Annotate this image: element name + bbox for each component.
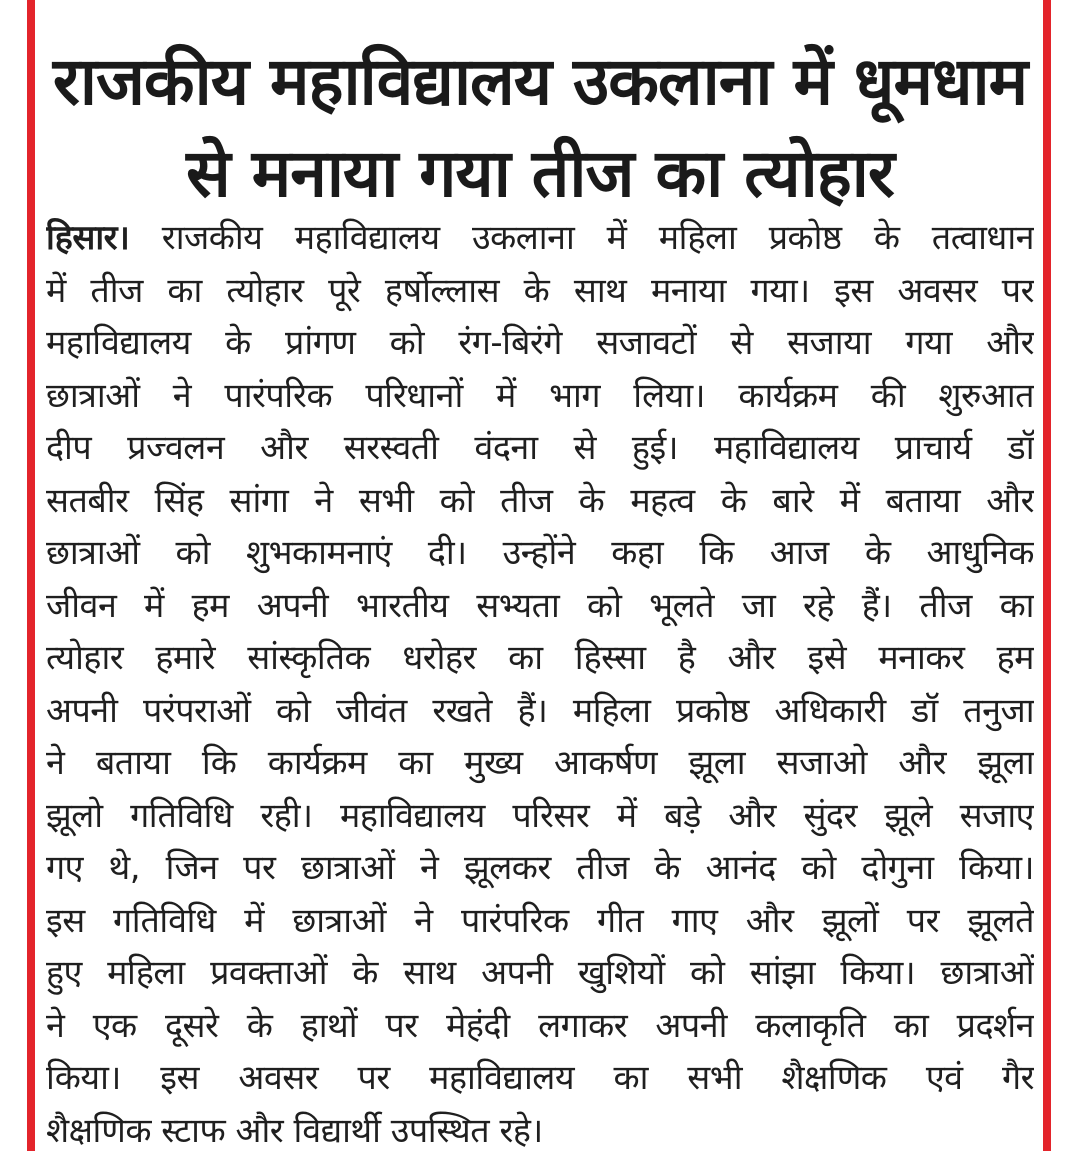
article-line: गए थे, जिन पर छात्राओं ने झूलकर तीज के आनंद को दोगुना किया। (46, 842, 1034, 895)
article-line: महाविद्यालय के प्रांगण को रंग-बिरंगे सजावटों से सजाया गया और (46, 317, 1034, 370)
article-line (46, 212, 1034, 265)
article-line: में तीज का त्योहार पूरे हर्षोल्लास के साथ मनाया गया। इस अवसर पर (46, 265, 1034, 318)
article-line: किया। इस अवसर पर महाविद्यालय का सभी शैक्षणिक एवं गैर (46, 1052, 1034, 1105)
article-line: शैक्षणिक स्टाफ और विद्यार्थी उपस्थित रहे। (46, 1105, 1034, 1157)
dateline: हिसार। (46, 218, 129, 258)
article-line: दीप प्रज्वलन और सरस्वती वंदना से हुई। महाविद्यालय प्राचार्य डॉ (46, 422, 1034, 475)
article-line: छात्राओं को शुभकामनाएं दी। उन्होंने कहा कि आज के आधुनिक (46, 527, 1034, 580)
article-line: झूलो गतिविधि रही। महाविद्यालय परिसर में बड़े और सुंदर झूले सजाए (46, 790, 1034, 843)
article-line: अपनी परंपराओं को जीवंत रखते हैं। महिला प्रकोष्ठ अधिकारी डॉ तनुजा (46, 685, 1034, 738)
left-red-border (27, 0, 35, 1151)
article-body (46, 212, 1034, 1157)
headline-line-1: राजकीय महाविद्यालय उकलाना में धूमधाम (44, 36, 1036, 128)
headline-line-2: से मनाया गया तीज का त्योहार (44, 128, 1036, 220)
article-first-line-text: राजकीय महाविद्यालय उकलाना में महिला प्रकोष्ठ के तत्वाधान (129, 218, 1034, 258)
article-line: जीवन में हम अपनी भारतीय सभ्यता को भूलते जा रहे हैं। तीज का (46, 580, 1034, 633)
article-line: ने एक दूसरे के हाथों पर मेहंदी लगाकर अपनी कलाकृति का प्रदर्शन (46, 1000, 1034, 1053)
article-line: छात्राओं ने पारंपरिक परिधानों में भाग लिया। कार्यक्रम की शुरुआत (46, 370, 1034, 423)
headline (44, 36, 1036, 220)
article-line: इस गतिविधि में छात्राओं ने पारंपरिक गीत गाए और झूलों पर झूलते (46, 895, 1034, 948)
article-line: त्योहार हमारे सांस्कृतिक धरोहर का हिस्सा है और इसे मनाकर हम (46, 632, 1034, 685)
right-red-border (1043, 0, 1051, 1151)
article-line: सतबीर सिंह सांगा ने सभी को तीज के महत्व के बारे में बताया और (46, 475, 1034, 528)
article-line: ने बताया कि कार्यक्रम का मुख्य आकर्षण झूला सजाओ और झूला (46, 737, 1034, 790)
article-line: हुए महिला प्रवक्ताओं के साथ अपनी खुशियों को सांझा किया। छात्राओं (46, 947, 1034, 1000)
